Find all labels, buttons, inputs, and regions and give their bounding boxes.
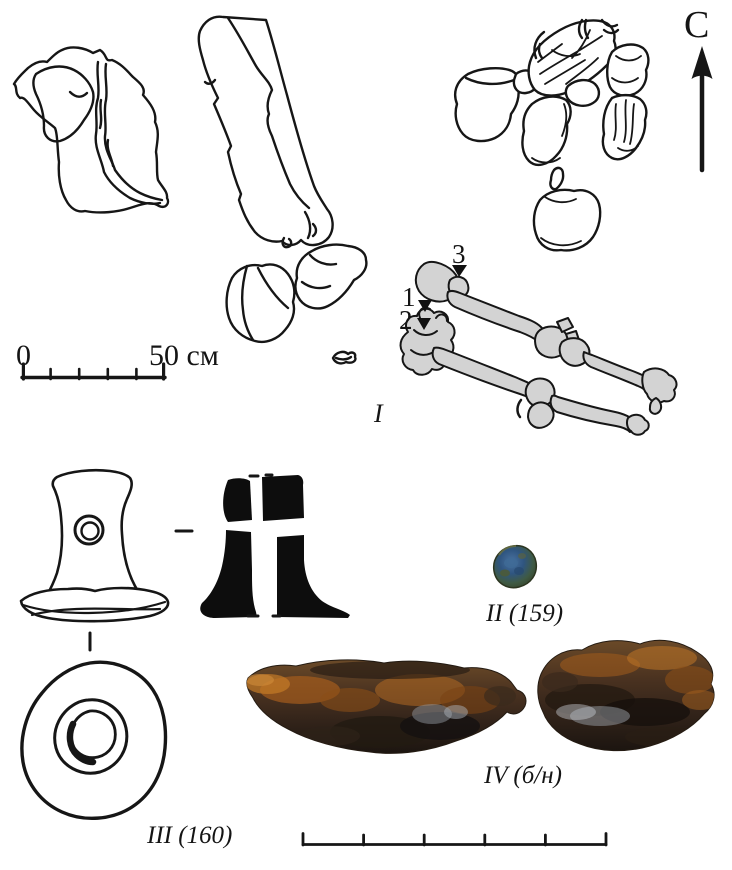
stone-small-right: [295, 245, 366, 309]
artifact-iii-section: [200, 475, 350, 618]
leg-bones-drawing: [401, 262, 677, 435]
section-bottom-right: [277, 535, 350, 618]
find-iv-label: IV (б/н): [484, 762, 562, 789]
tibia-left-shaft: [551, 396, 635, 432]
patella-fragment: [528, 402, 554, 427]
stone-north-bump: [566, 80, 599, 106]
bone-marker-1-number: 1: [402, 282, 416, 312]
bead-photo: [494, 546, 537, 588]
stone-north-right-top: [607, 45, 648, 96]
iron-fragment-left: [246, 660, 526, 754]
scale-bar-bottom: [303, 834, 606, 846]
stone-north-teardrop: [550, 168, 563, 189]
section-bottom-left: [200, 530, 257, 618]
tibia-right-distal: [642, 368, 676, 402]
stone-slab: [199, 17, 333, 245]
stone-north-right-tall: [603, 95, 647, 159]
stone-group-north: [455, 20, 648, 250]
artifact-iii-drawing: [21, 470, 350, 818]
bone-marker-3-number: 3: [452, 239, 466, 269]
iron-fragments-photo: [246, 640, 718, 753]
artifact-iii-profile: [21, 470, 168, 621]
bone-marker-2-number: 2: [399, 305, 413, 335]
stone-north-bottom: [534, 190, 600, 251]
find-ii-label: II (159): [486, 600, 564, 627]
iron-fragment-right: [538, 640, 718, 750]
foot-right-hook: [650, 398, 661, 414]
artifact-iii-hole-inner: [82, 523, 99, 540]
burial-plan-drawing: [14, 17, 713, 435]
bead-mottle-dark: [514, 567, 524, 575]
bead-mottle-olive: [500, 570, 510, 577]
north-label: С: [684, 4, 710, 46]
scale-bar-top: [22, 364, 165, 379]
find-iii-label: III (160): [147, 822, 233, 849]
scale-top-end-label: 50 см: [149, 339, 219, 372]
bead-mottle-blue: [504, 558, 518, 568]
stone-north-left: [455, 68, 519, 141]
section-top-right: [262, 475, 304, 521]
section-top-left: [223, 478, 252, 522]
bead-mottle-olive2: [518, 553, 526, 559]
stone-group-west: [14, 17, 366, 364]
scale-top-start-label: 0: [16, 339, 31, 372]
artifact-iii-topview: [22, 662, 166, 818]
north-arrow-head: [692, 46, 713, 79]
bone-squiggle: [517, 400, 521, 417]
femur-right-shaft: [447, 291, 544, 342]
plan-label: I: [374, 399, 383, 428]
north-arrow-icon: [692, 46, 713, 170]
